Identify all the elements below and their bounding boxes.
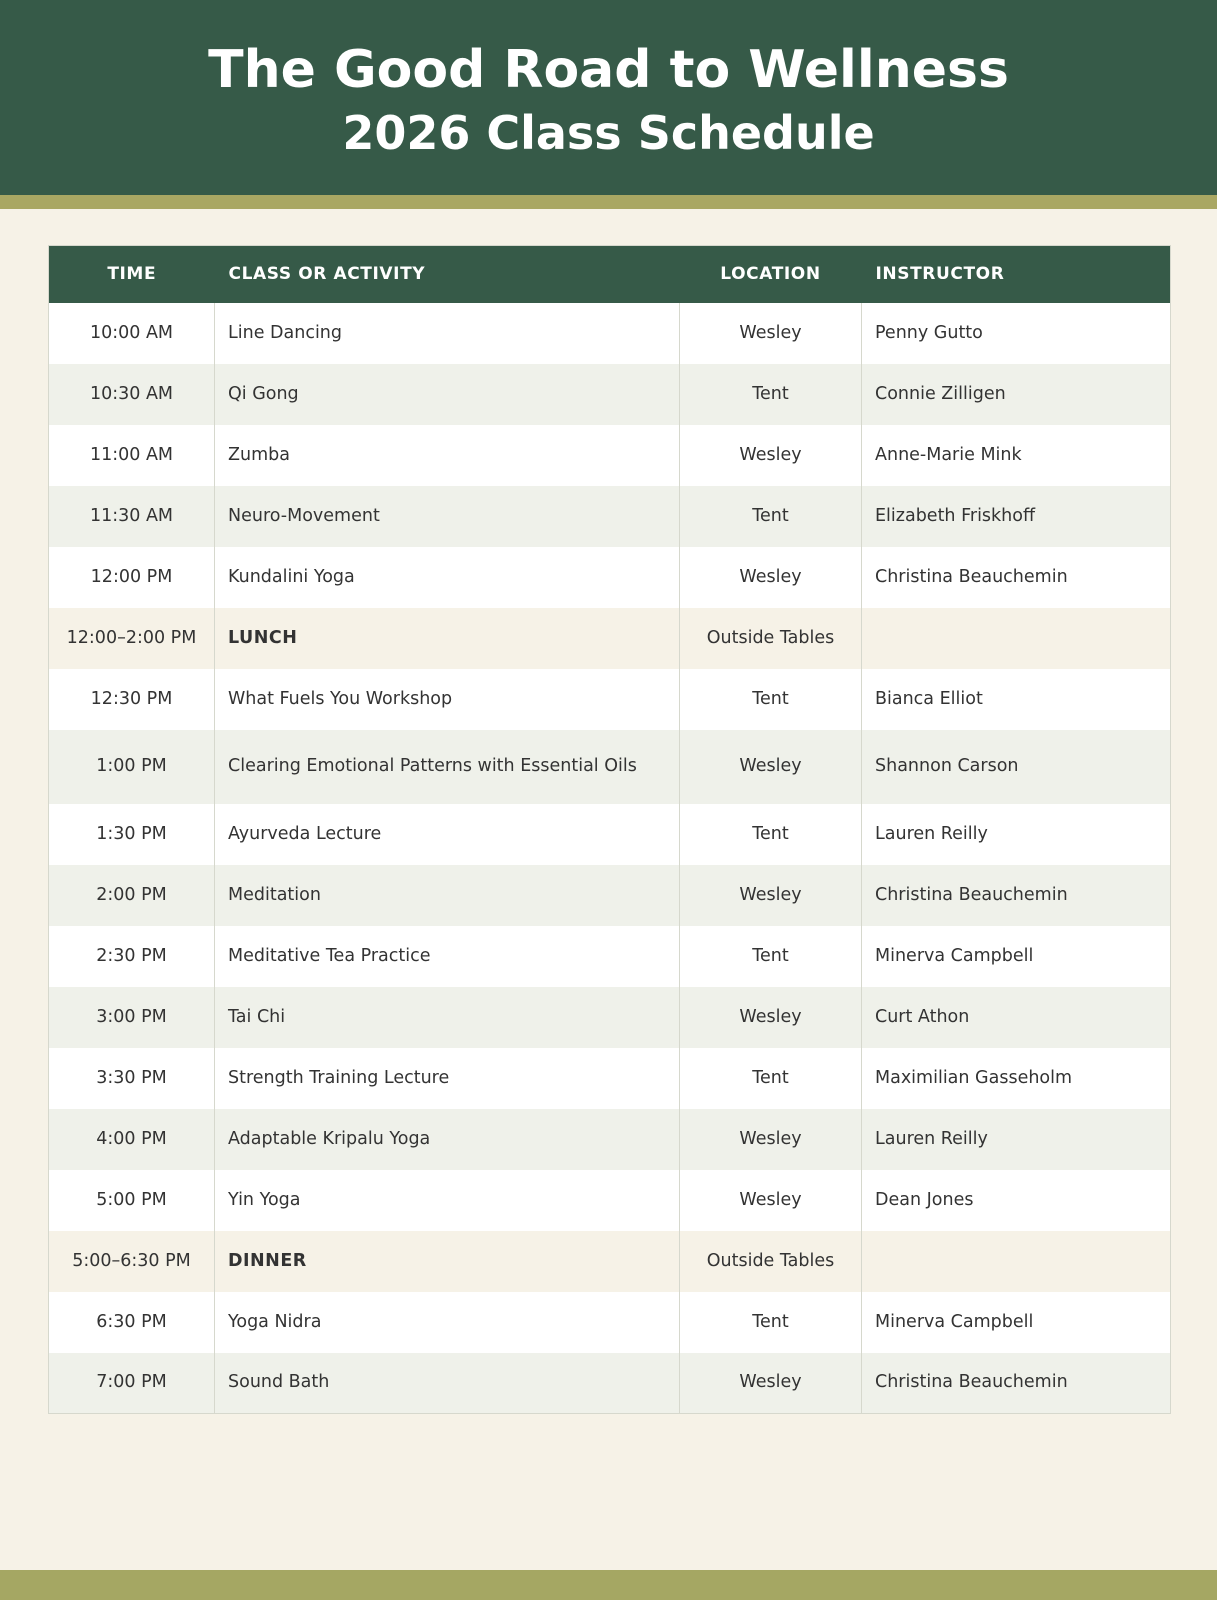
cell-instructor: Shannon Carson (875, 756, 1019, 776)
cell-activity: LUNCH (215, 608, 680, 669)
cell-activity: Neuro-Movement (215, 486, 680, 547)
cell-location: Wesley (680, 1353, 862, 1414)
cell-instructor: Lauren Reilly (875, 823, 988, 844)
cell-instructor: Curt Athon (875, 1006, 970, 1027)
cell-activity: Meditation (215, 865, 680, 926)
cell-instructor: Dean Jones (875, 1189, 974, 1210)
table-row (49, 804, 1171, 865)
table-header-row (49, 246, 1171, 303)
cell-time: 1:00 PM (49, 730, 215, 804)
table-row (49, 926, 1171, 987)
cell-time: 5:00 PM (49, 1170, 215, 1231)
cell-time: 12:00–2:00 PM (49, 608, 215, 669)
cell-time: 2:00 PM (49, 865, 215, 926)
cell-time: 12:30 PM (49, 669, 215, 730)
cell-activity: What Fuels You Workshop (215, 669, 680, 730)
cell-activity: Ayurveda Lecture (215, 804, 680, 865)
cell-location: Outside Tables (680, 608, 862, 669)
cell-location: Tent (680, 1048, 862, 1109)
cell-location: Tent (680, 669, 862, 730)
cell-activity: Kundalini Yoga (215, 547, 680, 608)
cell-location: Wesley (680, 865, 862, 926)
cell-instructor: Christina Beauchemin (875, 1372, 1068, 1393)
cell-activity: Qi Gong (215, 364, 680, 425)
cell-instructor: Penny Gutto (875, 322, 983, 343)
page-title: The Good Road to Wellness (208, 40, 1009, 100)
header-accent-stripe (0, 195, 1217, 209)
cell-instructor: Connie Zilligen (875, 383, 1006, 404)
cell-activity: Line Dancing (215, 303, 680, 364)
cell-location: Wesley (680, 303, 862, 364)
table-row (49, 1292, 1171, 1353)
cell-time: 3:30 PM (49, 1048, 215, 1109)
cell-location: Tent (680, 486, 862, 547)
cell-location: Outside Tables (680, 1231, 862, 1292)
column-header-time: TIME (107, 264, 157, 285)
table-row (49, 547, 1171, 608)
table-row (49, 987, 1171, 1048)
table-row (49, 1170, 1171, 1231)
cell-instructor: Lauren Reilly (875, 1128, 988, 1149)
cell-time: 5:00–6:30 PM (49, 1231, 215, 1292)
table-row (49, 1353, 1171, 1414)
cell-activity: Clearing Emotional Patterns with Essential Oils (215, 730, 680, 804)
schedule-table (48, 245, 1171, 1414)
cell-location: Wesley (680, 730, 862, 804)
cell-time: 10:30 AM (49, 364, 215, 425)
table-row (49, 669, 1171, 730)
cell-activity: Sound Bath (215, 1353, 680, 1414)
cell-location: Wesley (680, 1109, 862, 1170)
cell-activity: Yin Yoga (215, 1170, 680, 1231)
table-row (49, 865, 1171, 926)
cell-activity: Meditative Tea Practice (215, 926, 680, 987)
column-header-location: LOCATION (720, 264, 821, 285)
table-row (49, 425, 1171, 486)
cell-instructor: Minerva Campbell (875, 1311, 1034, 1332)
cell-instructor: Anne-Marie Mink (875, 444, 1022, 465)
cell-time: 6:30 PM (49, 1292, 215, 1353)
cell-time: 3:00 PM (49, 987, 215, 1048)
cell-location: Tent (680, 364, 862, 425)
cell-location: Wesley (680, 1170, 862, 1231)
table-row-dinner (49, 1231, 1171, 1292)
cell-time: 12:00 PM (49, 547, 215, 608)
table-row (49, 1109, 1171, 1170)
cell-instructor: Bianca Elliot (875, 688, 983, 709)
cell-time: 1:30 PM (49, 804, 215, 865)
cell-instructor: Maximilian Gasseholm (875, 1067, 1073, 1088)
table-row (49, 303, 1171, 364)
cell-instructor (862, 1231, 1171, 1292)
cell-activity: Yoga Nidra (215, 1292, 680, 1353)
cell-instructor: Christina Beauchemin (875, 566, 1068, 587)
cell-time: 7:00 PM (49, 1353, 215, 1414)
cell-location: Wesley (680, 425, 862, 486)
cell-instructor: Elizabeth Friskhoff (875, 505, 1036, 526)
cell-activity: Tai Chi (215, 987, 680, 1048)
table-row (49, 486, 1171, 547)
cell-instructor: Minerva Campbell (875, 945, 1034, 966)
cell-time: 4:00 PM (49, 1109, 215, 1170)
cell-location: Wesley (680, 987, 862, 1048)
cell-instructor (862, 608, 1171, 669)
page-header (0, 0, 1217, 195)
table-row-lunch (49, 608, 1171, 669)
column-header-instructor: INSTRUCTOR (875, 264, 1005, 285)
cell-time: 10:00 AM (49, 303, 215, 364)
cell-instructor: Christina Beauchemin (875, 884, 1068, 905)
cell-time: 11:00 AM (49, 425, 215, 486)
cell-location: Wesley (680, 547, 862, 608)
cell-time: 2:30 PM (49, 926, 215, 987)
table-row (49, 730, 1171, 804)
page-subtitle: 2026 Class Schedule (342, 106, 875, 160)
cell-location: Tent (680, 926, 862, 987)
cell-activity: Adaptable Kripalu Yoga (215, 1109, 680, 1170)
footer-accent-stripe (0, 1570, 1217, 1600)
cell-time: 11:30 AM (49, 486, 215, 547)
table-row (49, 1048, 1171, 1109)
column-header-activity: CLASS OR ACTIVITY (228, 264, 426, 285)
cell-activity: Zumba (215, 425, 680, 486)
cell-activity: DINNER (215, 1231, 680, 1292)
cell-activity: Strength Training Lecture (215, 1048, 680, 1109)
table-row (49, 364, 1171, 425)
cell-location: Tent (680, 804, 862, 865)
cell-location: Tent (680, 1292, 862, 1353)
